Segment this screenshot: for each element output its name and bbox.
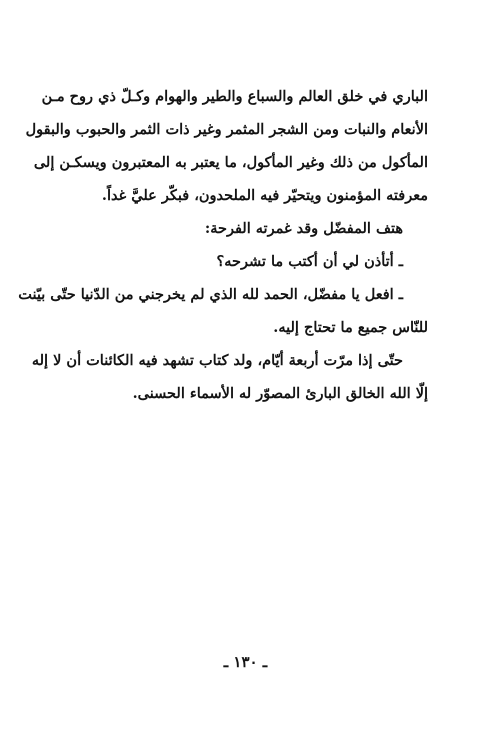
text-line-2: الأنعام والنبات ومن الشجر المثمر وغير ذات الثمر والحبوب والبقول	[25, 121, 428, 138]
body-text	[18, 80, 428, 410]
page-number: ـ ١٣٠ ـ	[223, 653, 268, 671]
text-line-8: للنّاس جميع ما تحتاج إليه.	[273, 319, 428, 336]
text-line-3: المأكول من ذلك وغير المأكول، ما يعتبر به المعتبرون ويسكـن إلى	[33, 154, 428, 171]
text-line-1: الباري في خلق العالم والسباع والطير والهوام وكـلّ ذي روح مـن	[41, 88, 428, 105]
text-line-5: هتف المفضّل وقد غمرته الفرحة:	[204, 220, 403, 237]
text-line-4: معرفته المؤمنون ويتحيّر فيه الملحدون، فبكّر عليَّ غداً.	[101, 187, 428, 204]
text-line-6: ـ أتأذن لي أن أكتب ما تشرحه؟	[216, 253, 403, 270]
text-line-9: حتّى إذا مرّت أربعة أيّام، ولد كتاب تشهد فيه الكائنات أن لا إله	[31, 352, 403, 369]
text-line-10: إلّا الله الخالق البارئ المصوّر له الأسماء الحسنى.	[132, 385, 428, 402]
text-line-7: ـ افعل يا مفضّل، الحمد لله الذي لم يخرجني من الدّنيا حتّى بيّنت	[18, 286, 403, 303]
